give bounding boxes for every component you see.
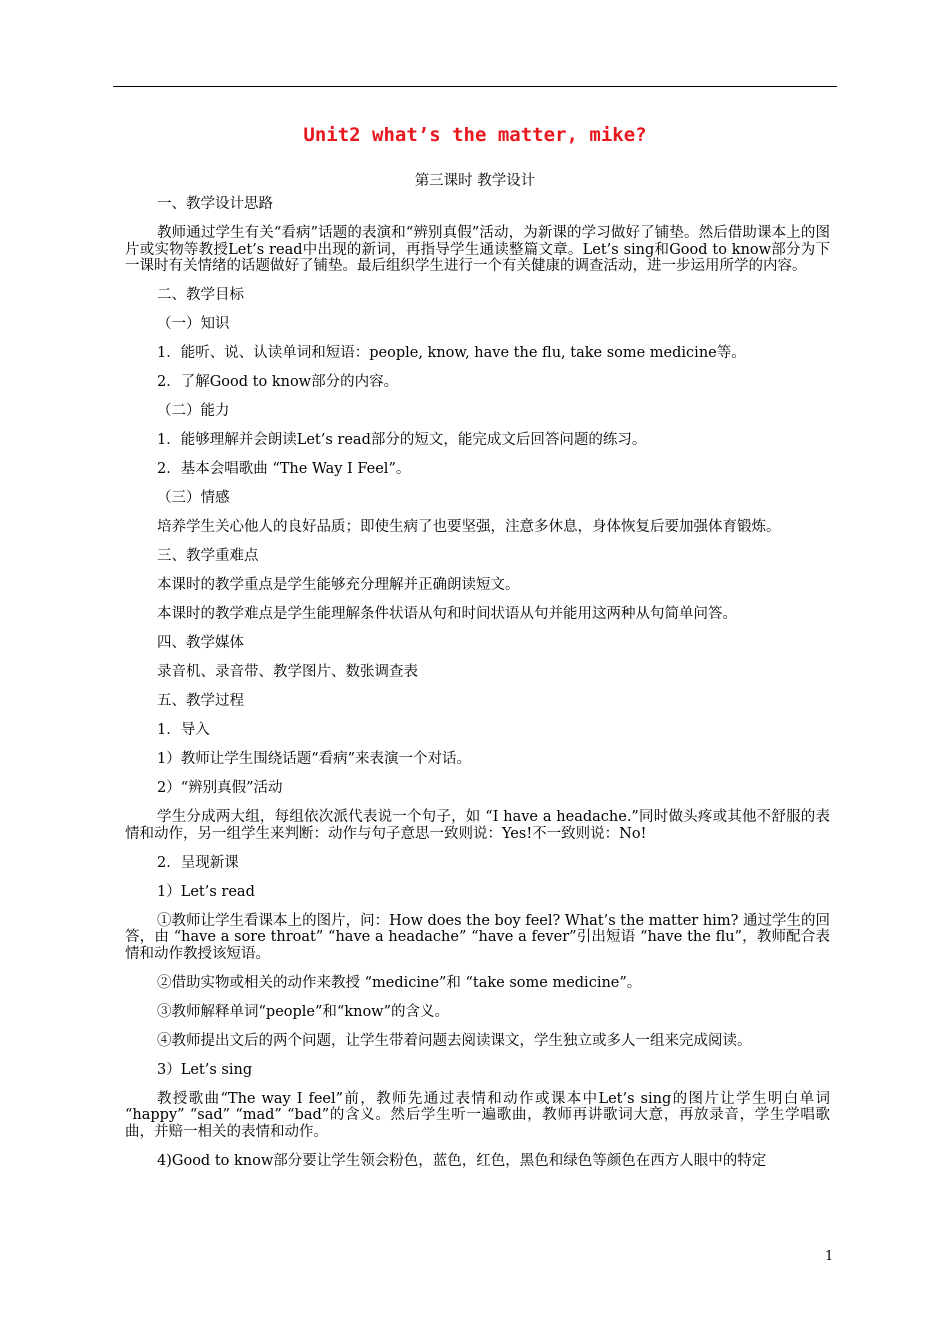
knowledge-item-1: 1．能听、说、认读单词和短语：people, know, have the flu, take some medicine等。 [157,345,746,361]
heading-design-idea: 一、教学设计思路 [157,196,273,212]
knowledge-item-2: 2．了解Good to know部分的内容。 [157,374,399,390]
paragraph-key-point: 本课时的教学重点是学生能够充分理解并正确朗读短文。 [157,577,520,593]
step-lead-in-1: 1）教师让学生围绕话题“看病”来表演一个对话。 [157,751,472,767]
heading-process: 五、教学过程 [157,693,244,709]
step-lead-in-2: 2）“辨别真假”活动 [157,780,283,796]
paragraph-emotion: 培养学生关心他人的良好品质；即使生病了也要坚强，注意多休息，身体恢复后要加强体育锻炼。 [157,519,781,535]
heading-key-points: 三、教学重难点 [157,548,259,564]
read-item-4: ④教师提出文后的两个问题，让学生带着问题去阅读课文，学生独立或多人一组来完成阅读。 [157,1032,752,1049]
paragraph-good-to-know: 4)Good to know部分要让学生领会粉色，蓝色，红色，黑色和绿色等颜色在西方人眼中的特定 [157,1152,767,1169]
page-subtitle: 第三课时 教学设计 [414,173,536,189]
step-lets-read: 1）Let’s read [157,883,255,900]
ability-item-1: 1．能够理解并会朗读Let’s read部分的短文，能完成文后回答问题的练习。 [157,432,647,448]
paragraph-true-false-activity: 学生分成两大组，每组依次派代表说一个句子，如 “I have a headache.”同时做头疼或其他不舒服的表情和动作，另一组学生来判断：动作与句子意思一致则说：Yes!不一致则说：No! [125,809,830,842]
step-presentation: 2．呈现新课 [157,854,239,871]
header-rule [113,86,837,87]
heading-objectives: 二、教学目标 [157,287,244,303]
subheading-ability: （二）能力 [157,403,230,419]
page-title: Unit2 what’s the matter, mike? [303,124,647,146]
step-lead-in: 1．导入 [157,722,210,738]
read-item-3: ③教师解释单词“people”和“know”的含义。 [157,1003,450,1020]
page-number: 1 [825,1249,834,1264]
subheading-knowledge: （一）知识 [157,316,230,332]
heading-media: 四、教学媒体 [157,635,244,651]
paragraph-media: 录音机、录音带、教学图片、数张调查表 [157,664,418,680]
paragraph-difficult-point: 本课时的教学难点是学生能理解条件状语从句和时间状语从句并能用这两种从句简单问答。 [157,606,737,622]
document-body [125,196,830,1182]
subheading-emotion: （三）情感 [157,490,230,506]
read-item-2: ②借助实物或相关的动作来教授 “medicine”和 “take some medicine”。 [157,974,642,991]
paragraph-design-idea: 教师通过学生有关“看病”话题的表演和“辨别真假”活动，为新课的学习做好了铺垫。然后借助课本上的图片或实物等教授Let’s read中出现的新词，再指导学生通读整篇文章。Let’s sing和Good to know部分为下一课时有关情绪的话题做好了铺垫。最后组织学生进行一个有关健康的调查活动，进一步运用所学的内容。 [125,225,830,274]
ability-item-2: 2．基本会唱歌曲 “The Way I Feel”。 [157,461,411,477]
paragraph-sing: 教授歌曲“The way I feel”前，教师先通过表情和动作或课本中Let’s sing的图片让学生明白单词 “happy” “sad” “mad” “bad”的含义。然后学生听一遍歌曲，教师再讲歌词大意，再放录音，学生学唱歌曲，并赔一相关的表情和动作。 [125,1090,830,1140]
read-item-1: ①教师让学生看课本上的图片，问：How does the boy feel? What’s the matter him? 通过学生的回答，由 “have a sore throat” “have a headache” “have a fever”引出短语 “have the flu”，教师配合表情和动作教授该短语。 [125,912,830,962]
step-lets-sing: 3）Let’s sing [157,1061,253,1078]
